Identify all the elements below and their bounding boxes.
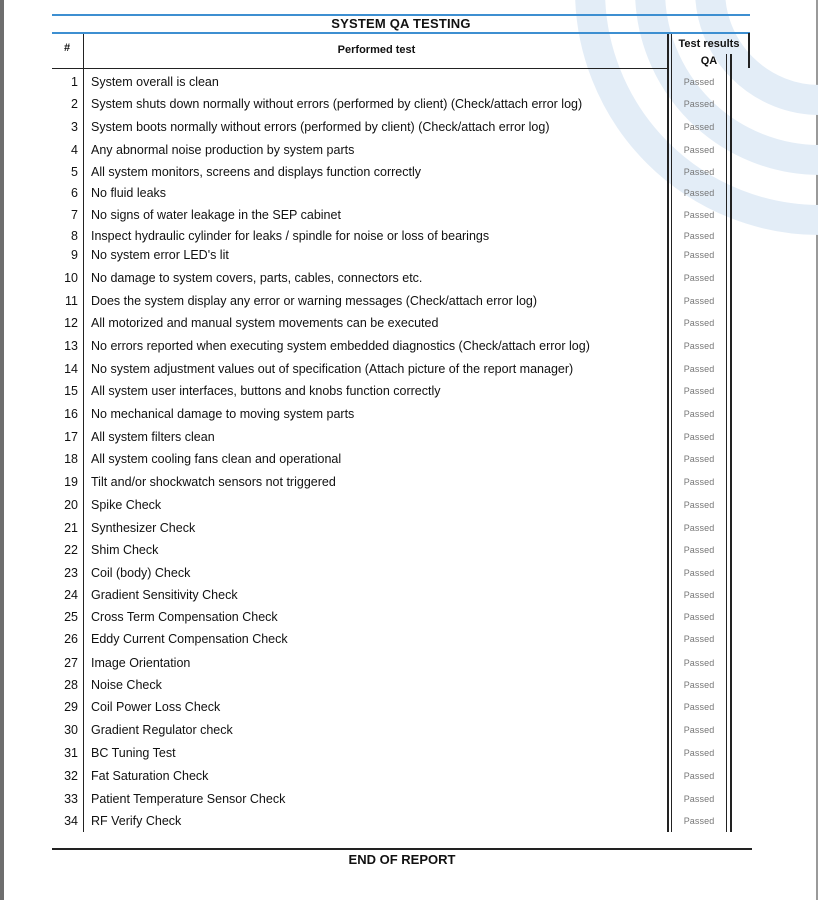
table-bottom-rule	[52, 848, 752, 850]
table-row	[52, 789, 742, 809]
row-number: 30	[64, 723, 78, 737]
table-row	[52, 268, 742, 288]
row-test-description: Eddy Current Compensation Check	[91, 632, 288, 646]
table-row	[52, 183, 742, 203]
header-rule	[52, 68, 668, 69]
row-result: Passed	[683, 210, 715, 220]
row-number: 12	[64, 316, 78, 330]
table-row	[52, 743, 742, 763]
row-number: 6	[71, 186, 78, 200]
row-result: Passed	[683, 725, 715, 735]
row-number: 10	[64, 271, 78, 285]
row-test-description: No fluid leaks	[91, 186, 167, 200]
row-test-description: All system user interfaces, buttons and knobs function correctly	[91, 384, 441, 398]
row-number: 19	[64, 475, 78, 489]
row-number: 13	[64, 339, 78, 353]
row-test-description: System shuts down normally without errors (performed by client) (Check/attach error log)	[91, 97, 583, 111]
row-test-description: RF Verify Check	[91, 814, 182, 828]
row-test-description: No signs of water leakage in the SEP cabinet	[91, 208, 341, 222]
table-row	[52, 226, 742, 246]
row-result: Passed	[683, 296, 715, 306]
column-header-test: Performed test	[337, 44, 416, 56]
table-row	[52, 472, 742, 492]
row-test-description: BC Tuning Test	[91, 746, 176, 760]
row-result: Passed	[683, 409, 715, 419]
row-result: Passed	[683, 341, 715, 351]
table-row	[52, 404, 742, 424]
row-number: 1	[71, 75, 78, 89]
row-result: Passed	[683, 318, 715, 328]
table-row	[52, 94, 742, 114]
row-result: Passed	[683, 250, 715, 260]
row-result: Passed	[683, 523, 715, 533]
table-row	[52, 540, 742, 560]
row-test-description: Tilt and/or shockwatch sensors not triggered	[91, 475, 336, 489]
row-number: 28	[64, 678, 78, 692]
row-result: Passed	[683, 816, 715, 826]
row-test-description: System boots normally without errors (performed by client) (Check/attach error log)	[91, 120, 550, 134]
table-row	[52, 205, 742, 225]
row-number: 9	[71, 248, 78, 262]
row-number: 8	[71, 229, 78, 243]
row-result: Passed	[683, 634, 715, 644]
row-test-description: No system adjustment values out of specification (Attach picture of the report manager)	[91, 362, 574, 376]
row-number: 24	[64, 588, 78, 602]
row-result: Passed	[683, 680, 715, 690]
row-number: 26	[64, 632, 78, 646]
row-result: Passed	[683, 188, 715, 198]
row-test-description: All system cooling fans clean and operational	[91, 452, 342, 466]
row-result: Passed	[683, 167, 715, 177]
table-row	[52, 72, 742, 92]
row-result: Passed	[683, 794, 715, 804]
row-test-description: All system filters clean	[91, 430, 215, 444]
row-result: Passed	[683, 231, 715, 241]
table-row	[52, 359, 742, 379]
row-number: 33	[64, 792, 78, 806]
row-test-description: Synthesizer Check	[91, 521, 196, 535]
table-row	[52, 563, 742, 583]
table-row	[52, 291, 742, 311]
table-row	[52, 811, 742, 831]
row-result: Passed	[683, 273, 715, 283]
row-result: Passed	[683, 145, 715, 155]
row-result: Passed	[683, 386, 715, 396]
row-number: 34	[64, 814, 78, 828]
column-header-number: #	[63, 42, 71, 54]
document-title: SYSTEM QA TESTING	[331, 16, 471, 31]
row-number: 11	[65, 294, 78, 308]
row-number: 27	[64, 656, 78, 670]
row-result: Passed	[683, 122, 715, 132]
row-number: 15	[64, 384, 78, 398]
row-result: Passed	[683, 477, 715, 487]
table-row	[52, 518, 742, 538]
row-result: Passed	[683, 364, 715, 374]
row-test-description: Gradient Sensitivity Check	[91, 588, 238, 602]
row-number: 3	[71, 120, 78, 134]
row-result: Passed	[683, 748, 715, 758]
table-row	[52, 381, 742, 401]
row-test-description: Fat Saturation Check	[91, 769, 209, 783]
row-test-description: No mechanical damage to moving system parts	[91, 407, 355, 421]
row-number: 29	[64, 700, 78, 714]
row-result: Passed	[683, 500, 715, 510]
table-row	[52, 720, 742, 740]
row-number: 21	[64, 521, 78, 535]
column-header-result	[668, 36, 750, 70]
table-row	[52, 675, 742, 695]
row-number: 20	[64, 498, 78, 512]
title-rule-bottom	[52, 32, 750, 34]
row-test-description: Inspect hydraulic cylinder for leaks / spindle for noise or loss of bearings	[91, 229, 490, 243]
row-number: 17	[64, 430, 78, 444]
row-number: 18	[64, 452, 78, 466]
row-test-description: Cross Term Compensation Check	[91, 610, 278, 624]
table-row	[52, 607, 742, 627]
row-number: 22	[64, 543, 78, 557]
row-test-description: Any abnormal noise production by system parts	[91, 143, 355, 157]
row-test-description: No damage to system covers, parts, cables, connectors etc.	[91, 271, 423, 285]
row-test-description: All motorized and manual system movements can be executed	[91, 316, 439, 330]
row-number: 5	[71, 165, 78, 179]
table-row	[52, 653, 742, 673]
table-row	[52, 117, 742, 137]
table-row	[52, 162, 742, 182]
end-of-report: END OF REPORT	[348, 852, 456, 867]
row-result: Passed	[683, 658, 715, 668]
table-row	[52, 449, 742, 469]
table-row	[52, 766, 742, 786]
row-test-description: Image Orientation	[91, 656, 191, 670]
row-number: 4	[71, 143, 78, 157]
row-test-description: Noise Check	[91, 678, 162, 692]
row-test-description: Shim Check	[91, 543, 159, 557]
row-test-description: Does the system display any error or warning messages (Check/attach error log)	[91, 294, 538, 308]
table-row	[52, 427, 742, 447]
table-row	[52, 629, 742, 649]
row-test-description: All system monitors, screens and displays function correctly	[91, 165, 421, 179]
table-row	[52, 585, 742, 605]
table-row	[52, 245, 742, 265]
row-result: Passed	[683, 702, 715, 712]
table-row	[52, 140, 742, 160]
table-row	[52, 697, 742, 717]
row-test-description: Coil (body) Check	[91, 566, 191, 580]
row-result: Passed	[683, 99, 715, 109]
row-result: Passed	[683, 771, 715, 781]
table-row	[52, 495, 742, 515]
row-test-description: Spike Check	[91, 498, 162, 512]
row-test-description: Patient Temperature Sensor Check	[91, 792, 286, 806]
row-number: 23	[64, 566, 78, 580]
table-row	[52, 313, 742, 333]
row-test-description: System overall is clean	[91, 75, 219, 89]
column-header-result-line1: Test results	[678, 38, 740, 50]
row-test-description: Coil Power Loss Check	[91, 700, 221, 714]
column-header-result-line2: QA	[700, 55, 718, 67]
row-result: Passed	[683, 545, 715, 555]
row-number: 2	[71, 97, 78, 111]
row-number: 7	[71, 208, 78, 222]
page-edge-left	[0, 0, 4, 900]
row-result: Passed	[683, 77, 715, 87]
row-number: 14	[64, 362, 78, 376]
row-result: Passed	[683, 612, 715, 622]
row-number: 32	[64, 769, 78, 783]
row-result: Passed	[683, 568, 715, 578]
row-number: 31	[64, 746, 78, 760]
table-row	[52, 336, 742, 356]
row-test-description: No errors reported when executing system embedded diagnostics (Check/attach error log)	[91, 339, 590, 353]
row-result: Passed	[683, 432, 715, 442]
row-test-description: No system error LED's lit	[91, 248, 229, 262]
row-number: 16	[64, 407, 78, 421]
row-test-description: Gradient Regulator check	[91, 723, 233, 737]
row-number: 25	[64, 610, 78, 624]
row-result: Passed	[683, 590, 715, 600]
row-result: Passed	[683, 454, 715, 464]
